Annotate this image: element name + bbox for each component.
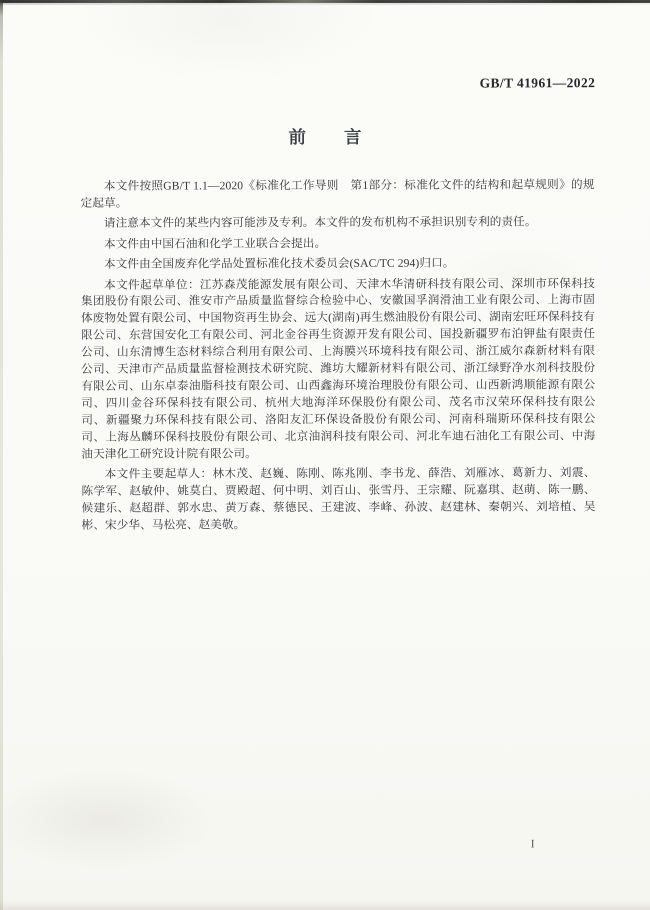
- standard-number: GB/T 41961—2022: [479, 75, 596, 91]
- foreword-paragraph-proposed-by: 本文件由中国石油和化学工业联合会提出。: [103, 236, 327, 251]
- foreword-paragraph-drafters: 本文件主要起草人：林木茂、赵巍、陈刚、陈兆刚、李书龙、薛浩、刘雁冰、葛新力、刘震、陈学军、赵敏仲、姚莫白、贾殿超、何中明、刘百山、张雪丹、王宗耀、阮嘉琪、赵萌、陈一鹏、候建乐、赵超群、郭水忠、黄万森、蔡德民、王建波、李峰、孙波、赵建林、秦朝兴、刘培植、吴彬、宋少华、马松亮、赵美敬。: [81, 466, 596, 532]
- page-number: I: [530, 838, 535, 851]
- foreword-paragraph-committee: 本文件由全国废弃化学品处置标准化技术委员会(SAC/TC 294)归口。: [103, 256, 455, 271]
- foreword-paragraph-patent-notice: 请注意本文件的某些内容可能涉及专利。本文件的发布机构不承担识别专利的责任。: [103, 215, 537, 231]
- foreword-paragraph-drafting-rule: 本文件按照GB/T 1.1—2020《标准化工作导则 第1部分：标准化文件的结构和起草规则》的规定起草。: [80, 178, 595, 210]
- page-title: 前 言: [288, 126, 363, 148]
- foreword-paragraph-drafting-organizations: 本文件起草单位：江苏森茂能源发展有限公司、天津木华清研科技有限公司、深圳市环保科技集团股份有限公司、淮安市产品质量监督综合检验中心、安徽国孚润滑油工业有限公司、上海市固体废物处置有限公司、中国物资再生协会、远大(湖南)再生燃油股份有限公司、湖南宏旺环保科技有限公司、东营国安化工有限公司、河北金谷再生资源开发有限公司、国投新疆罗布泊钾盐有限责任公司、山东清博生态材料综合利用有限公司、上海膜兴环境科技有限公司、浙江威尔森新材料有限公司、天津市产品质量监督检测技术研究院、潍坊大耀新材料有限公司、浙江绿野净水剂科技股份有限公司、山东卓泰油脂科技有限公司、山西鑫海环境治理股份有限公司、山西新鸿顺能源有限公司、四川金谷环保科技有限公司、杭州大地海洋环保股份有限公司、茂名市汉荣环保科技有限公司、新疆聚力环保科技有限公司、洛阳友汇环保设备股份有限公司、河南科瑞斯环保科技有限公司、上海丛麟环保科技股份有限公司、北京油润科技有限公司、河北车迪石油化工有限公司、中海油天津化工研究设计院有限公司。: [80, 276, 596, 461]
- foreword-body: [81, 177, 596, 534]
